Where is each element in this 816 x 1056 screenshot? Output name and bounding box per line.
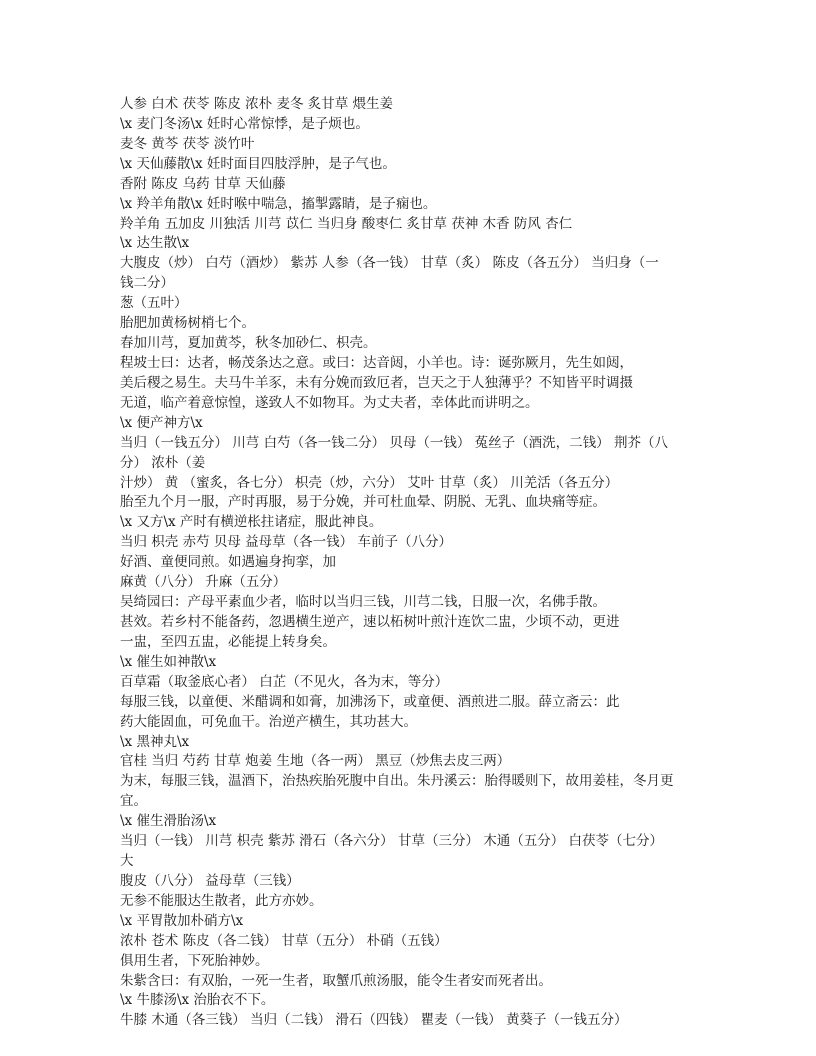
text-line: 浓朴 苍术 陈皮（各二钱） 甘草（五分） 朴硝（五钱） [120,932,448,949]
text-line: 香附 陈皮 乌药 甘草 天仙藤 [120,175,286,192]
text-line: 胎肥加黄杨树梢七个。 [120,315,255,332]
text-line: 美后稷之易生。夫马牛羊豕，未有分娩而致厄者，岂天之于人独薄乎？不知皆平时调摄 [120,374,633,391]
text-line: 无道，临产着意惊惶，遂致人不如物耳。为丈夫者，幸体此而讲明之。 [120,394,539,411]
text-line: 无参不能服达生散者，此方亦妙。 [120,892,323,909]
formula-heading-line: \x 催生如神散\x [120,653,217,670]
text-line: 俱用生者，下死胎神妙。 [120,952,269,969]
text-line: 大腹皮（炒） 白芍（酒炒） 紫苏 人参（各一钱） 甘草（炙） 陈皮（各五分） 当归身（一 [120,255,659,272]
document-page [120,95,700,1031]
text-line: 程坡士曰：达者，畅茂条达之意。或曰：达音闼，小羊也。诗：诞弥厥月，先生如闼， [120,354,633,371]
text-line: 大 [120,853,134,870]
formula-heading-line: \x 麦门冬汤\x 妊时心常惊悸，是子烦也。 [120,115,369,132]
formula-heading-line: \x 牛膝汤\x 治胎衣不下。 [120,992,275,1009]
text-line: 钱二分） [120,275,174,292]
text-line: 汁炒） 黄 （蜜炙，各七分） 枳壳（炒，六分） 艾叶 甘草（炙） 川羌活（各五分） [120,474,619,491]
text-line: 宜。 [120,793,147,810]
text-line: 春加川芎，夏加黄芩，秋冬加砂仁、枳壳。 [120,335,377,352]
formula-heading-line: \x 平胃散加朴硝方\x [120,912,244,929]
text-line: 药大能固血，可免血干。治逆产横生，其功甚大。 [120,713,417,730]
text-line: 葱（五叶） [120,295,188,312]
formula-heading-line: \x 便产神方\x [120,414,203,431]
formula-heading-line: \x 达生散\x [120,235,190,252]
text-line: 好酒、童便同煎。如遇遍身拘挛，加 [120,554,336,571]
text-line: 人参 白术 茯苓 陈皮 浓朴 麦冬 炙甘草 煨生姜 [120,96,394,112]
text-line: 胎至九个月一服，产时再服，易于分娩，并可杜血晕、阴脱、无乳、血块痛等症。 [120,494,606,511]
text-line: 每服三钱，以童便、米醋调和如膏，加沸汤下，或童便、酒煎进二服。薛立斋云：此 [120,693,620,710]
text-line: 麦冬 黄芩 茯苓 淡竹叶 [120,135,255,152]
text-line: 当归（一钱） 川芎 枳壳 紫苏 滑石（各六分） 甘草（三分） 木通（五分） 白茯苓（七分） [120,833,664,850]
formula-heading-line: \x 羚羊角散\x 妊时喉中喘急，搐掣露睛，是子痫也。 [120,195,437,212]
text-line: 羚羊角 五加皮 川独活 川芎 苡仁 当归身 酸枣仁 炙甘草 茯神 木香 防风 杏仁 [120,215,573,232]
formula-heading-line: \x 又方\x 产时有横逆枨拄诸症，服此神良。 [120,514,383,531]
text-line: 官桂 当归 芍药 甘草 炮姜 生地（各一两） 黑豆（炒焦去皮三两） [120,753,511,770]
formula-heading-line: \x 天仙藤散\x 妊时面目四肢浮肿，是子气也。 [120,155,396,172]
text-line: 腹皮（八分） 益母草（三钱） [120,872,300,889]
formula-heading-line: \x 黑神丸\x [120,733,190,750]
text-line: 朱紫含曰：有双胎，一死一生者，取蟹爪煎汤服，能令生者安而死者出。 [120,972,552,989]
text-line: 吴绮园曰：产母平素血少者，临时以当归三钱，川芎二钱，日服一次，名佛手散。 [120,594,606,611]
text-line: 当归 枳壳 赤芍 贝母 益母草（各一钱） 车前子（八分） [120,534,452,551]
text-line: 牛膝 木通（各三钱） 当归（二钱） 滑石（四钱） 瞿麦（一钱） 黄葵子（一钱五分） [120,1012,628,1029]
text-line: 百草霜（取釜底心者） 白芷（不见火，各为末，等分） [120,673,449,690]
text-line: 甚效。若乡村不能备药，忽遇横生逆产，速以柘树叶煎汁连饮二盅，少顷不动，更进 [120,613,620,630]
text-line: 为末，每服三钱，温酒下，治热疾胎死腹中自出。朱丹溪云：胎得暖则下，故用姜桂，冬月更 [120,773,674,790]
text-line: 一盅，至四五盅，必能提上转身矣。 [120,633,336,650]
formula-heading-line: \x 催生滑胎汤\x [120,813,217,830]
text-line: 分） 浓朴（姜 [120,454,206,471]
text-line: 麻黄（八分） 升麻（五分） [120,574,287,591]
text-line: 当归（一钱五分） 川芎 白芍（各一钱二分） 贝母（一钱） 菟丝子（酒洗，二钱） 荆芥（八 [120,434,668,451]
